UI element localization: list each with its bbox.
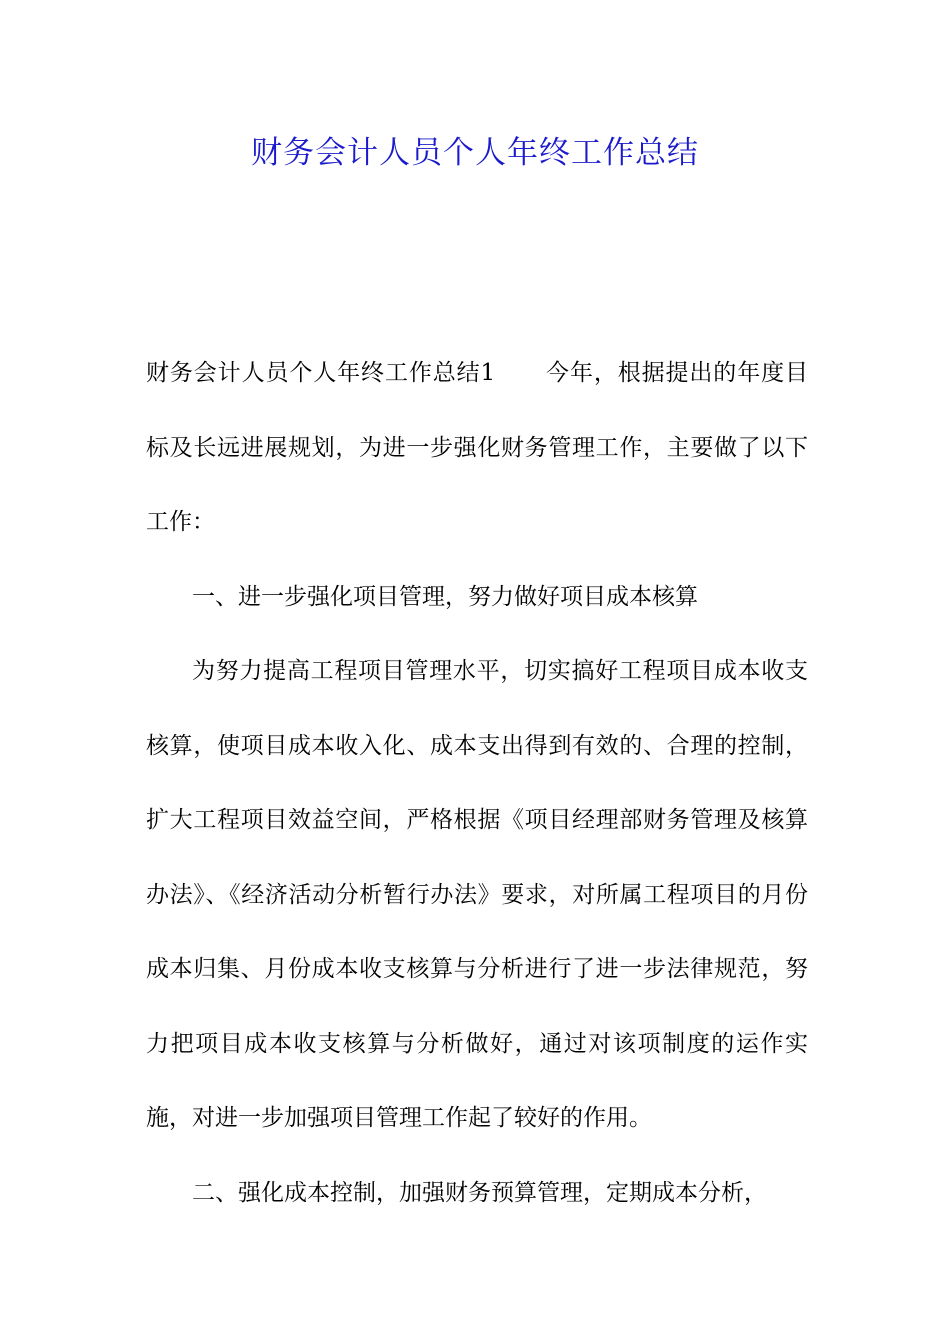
section-heading-2: 二、强化成本控制，加强财务预算管理，定期成本分析，: [192, 1179, 767, 1206]
paragraph-heading-lead: 财务会计人员个人年终工作总结1: [146, 360, 496, 386]
document-body: [146, 336, 808, 1230]
section-heading-1: 一、进一步强化项目管理，努力做好项目成本核算: [192, 583, 698, 610]
document-title: 财务会计人员个人年终工作总结: [251, 135, 699, 171]
paragraph-section-1: 为努力提高工程项目管理水平，切实搞好工程项目成本收支核算，使项目成本收入化、成本支出得到有效的、合理的控制，扩大工程项目效益空间，严格根据《项目经理部财务管理及核算办法》、《经济活动分析暂行办法》要求，对所属工程项目的月份成本归集、月份成本收支核算与分析进行了进一步法律规范，努力把项目成本收支核算与分析做好，通过对该项制度的运作实施，对进一步加强项目管理工作起了较好的作用。: [146, 658, 808, 1131]
paragraph-intro: [146, 336, 808, 560]
paragraph-text: 今年，根据提出的年度目标及长远进展规划，为进一步强化财务管理工作，主要做了以下工作：: [146, 360, 808, 535]
